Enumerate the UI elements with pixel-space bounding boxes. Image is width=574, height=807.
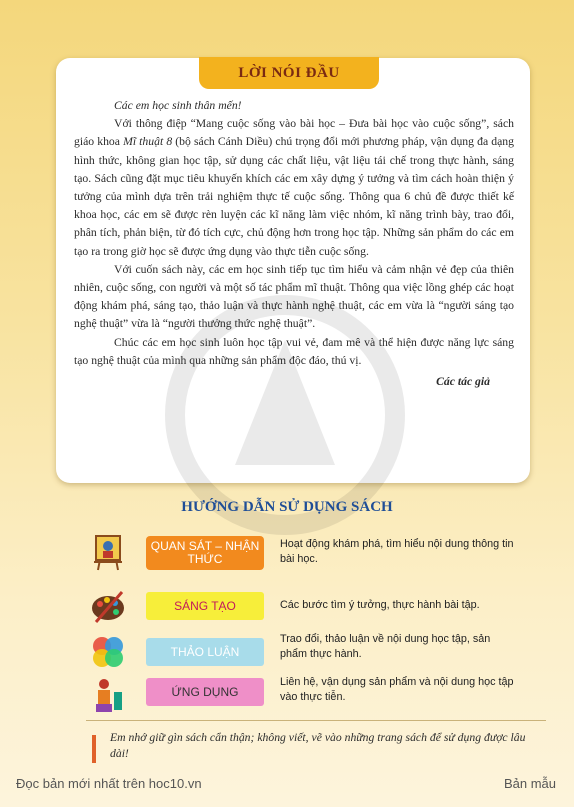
label-discuss xyxy=(146,638,264,666)
desc-discuss: Trao đổi, thảo luận về nội dung học tập, sản phẩm thực hành. xyxy=(280,633,491,660)
guide-item-discuss xyxy=(88,628,528,678)
label-observe-text: QUAN SÁT – NHẬN THỨC xyxy=(150,539,260,566)
label-discuss-text: THẢO LUẬN xyxy=(170,644,240,659)
guide-item-observe xyxy=(88,528,528,578)
label-observe xyxy=(146,536,264,570)
easel-painting-icon xyxy=(90,532,126,572)
desc-create: Các bước tìm ý tưởng, thực hành bài tập. xyxy=(280,599,480,611)
preface-paragraph-2: Với cuốn sách này, các em học sinh tiếp tục tìm hiểu và cảm nhận vẻ đẹp của thiên nhiên, cuộc sống, con người và một số tác phẩm mĩ thuật. Thông qua việc lồng ghép các hoạt động khám phá, sáng tạo, thảo luận và thực hành nghệ thuật, các em vừa là “người sáng tạo nghệ thuật” vừa là “người thưởng thức nghệ thuật”. xyxy=(74,262,514,331)
color-circles-icon xyxy=(90,632,126,672)
preface-signature: Các tác giả xyxy=(436,375,490,389)
craft-figure-icon xyxy=(90,676,126,716)
label-apply-text: ỨNG DỤNG xyxy=(171,684,239,699)
preface-title: LỜI NÓI ĐẦU xyxy=(199,57,379,89)
guide-item-create xyxy=(88,582,528,632)
label-apply xyxy=(146,678,264,706)
preface-paragraph-3: Chúc các em học sinh luôn học tập vui vẻ, đam mê và thể hiện được năng lực sáng tạo nghệ thuật của mình qua những sản phẩm độc đáo, thú vị. xyxy=(74,335,514,367)
footer-sample-label: Bản mẫu xyxy=(503,776,556,791)
desc-observe: Hoạt động khám phá, tìm hiểu nội dung thông tin bài học. xyxy=(280,538,514,565)
label-create xyxy=(146,592,264,620)
guide-title: HƯỚNG DẪN SỬ DỤNG SÁCH xyxy=(181,499,393,515)
footer-link-text[interactable]: Đọc bản mới nhất trên hoc10.vn xyxy=(16,776,202,791)
preface-text xyxy=(74,97,514,391)
guide-item-apply xyxy=(88,672,528,722)
label-create-text: SÁNG TẠO xyxy=(174,598,236,613)
preface-paragraph-1: Với thông điệp “Mang cuộc sống vào bài học – Đưa bài học vào cuộc sống”, sách giáo khoa Mĩ thuật 8 (bộ sách Cánh Diều) chú trọng đổi mới phương pháp, vận dụng đa dạng hình thức, không gian học tập, sử dụng các chất liệu, vật liệu tái chế trong thực hành, sáng tạo. Sách cũng đặt mục tiêu khuyến khích các em xây dựng ý tưởng và tìm cách hoàn thiện ý tưởng của mình dựa trên trải nghiệm thực tế cuộc sống. Thông qua 6 chủ đề được thiết kế khoa học, các em sẽ được rèn luyện các kĩ năng làm việc nhóm, kĩ năng trình bày, trao đổi, phân tích, phản biện, từ đó tích cực, chủ động hơn trong học tập. Những sản phẩm do các em tạo ra trong giờ học sẽ được ứng dụng vào thực tiễn cuộc sống. xyxy=(74,117,514,258)
palette-brush-icon xyxy=(90,586,126,626)
care-note-text: Em nhớ giữ gìn sách cẩn thận; không viết, vẽ vào những trang sách để sử dụng được lâu dài! xyxy=(110,731,526,760)
preface-greeting: Các em học sinh thân mến! xyxy=(114,99,242,112)
note-marker xyxy=(92,735,96,763)
desc-apply: Liên hệ, vận dụng sản phẩm và nội dung học tập vào thực tiễn. xyxy=(280,676,514,703)
care-note xyxy=(86,720,546,760)
